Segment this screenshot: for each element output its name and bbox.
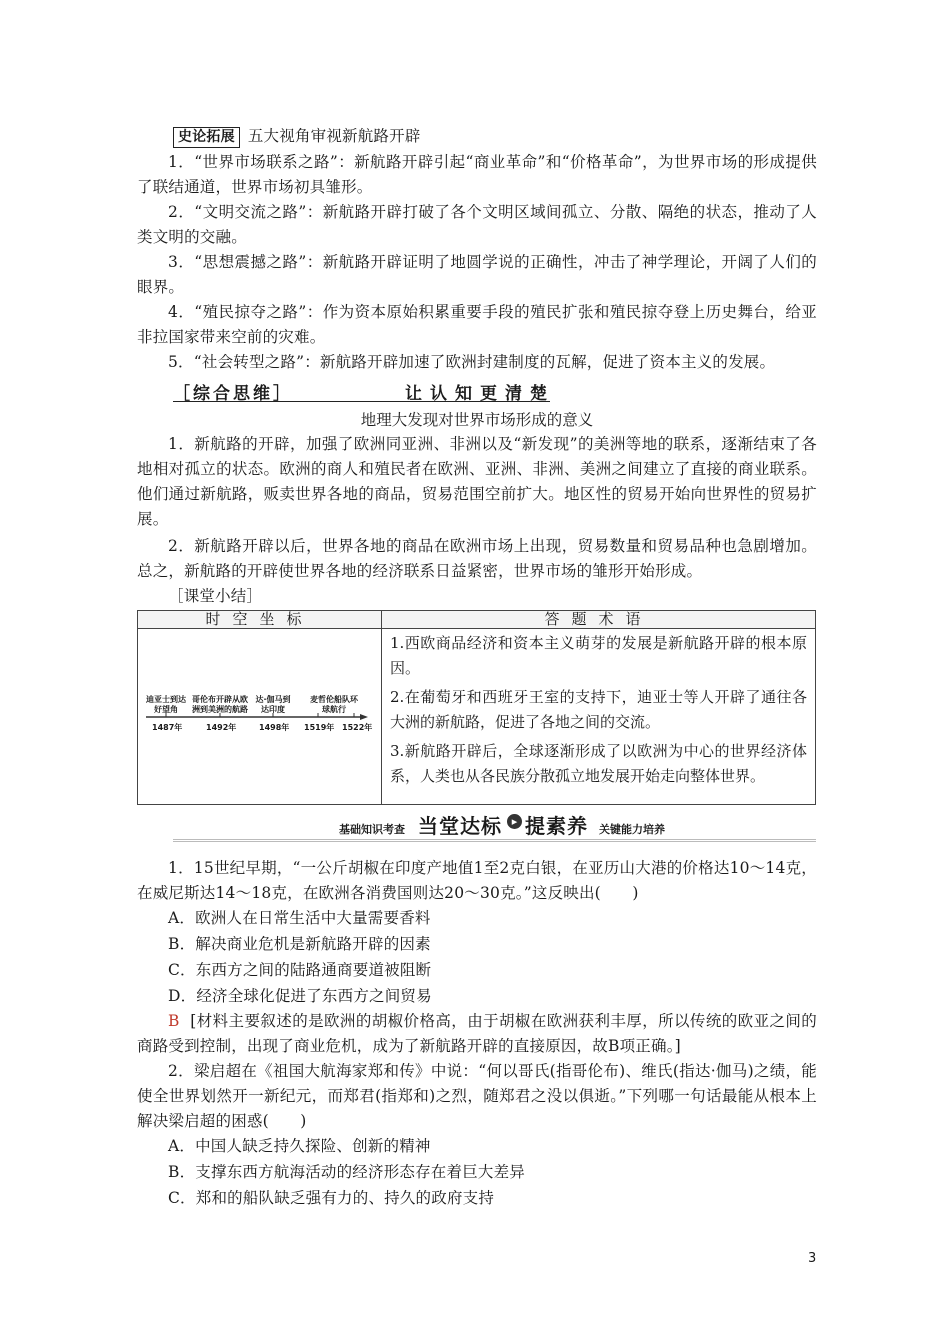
section2-underline	[173, 401, 550, 402]
timeline-cell	[138, 629, 382, 805]
section2-subtitle: 地理大发现对世界市场形成的意义	[360, 411, 594, 429]
term-2: 2.在葡萄牙和西班牙王室的支持下，迪亚士等人开辟了通往各大洲的新航路，促进了各地之间的交流。	[390, 688, 807, 731]
practice-banner	[173, 812, 816, 840]
q1-answer-text: [材料主要叙述的是欧洲的胡椒价格高，由于胡椒在欧洲获利丰厚，所以传统的欧亚之间的商路受到控制，出现了商业危机，成为了新航路开辟的直接原因，故B项正确。]	[137, 1012, 817, 1055]
section2-tagline: 让认知更清楚	[405, 384, 555, 404]
section1-item-3: 3．“思想震撼之路”：新航路开辟证明了地圆学说的正确性，冲击了神学理论，开阔了人们的眼界。	[137, 253, 817, 296]
summary-col1-header: 时空坐标	[138, 611, 382, 629]
section1-item-4: 4．“殖民掠夺之路”：作为资本原始积累重要手段的殖民扩张和殖民掠夺登上历史舞台，给亚非拉国家带来空前的灾难。	[137, 303, 817, 346]
summary-col2-header: 答题术语	[382, 611, 816, 629]
chevron-right-icon: ▸	[507, 814, 522, 829]
banner-main2-text: 提素养	[525, 814, 588, 838]
summary-heading: ［课堂小结］	[168, 587, 263, 605]
term-1: 1.西欧商品经济和资本主义萌芽的发展是新航路开辟的根本原因。	[390, 634, 807, 677]
timeline-year-5: 1522年	[342, 723, 373, 732]
q2-option-a: A．中国人缺乏持久探险、创新的精神	[168, 1137, 431, 1155]
summary-table	[137, 610, 816, 805]
timeline-event-3: 达·伽马到达印度	[255, 695, 291, 714]
timeline-year-2: 1492年	[206, 723, 237, 732]
q1-option-c: C．东西方之间的陆路通商要道被阻断	[168, 961, 432, 979]
q2-option-c: C．郑和的船队缺乏强有力的、持久的政府支持	[168, 1189, 495, 1207]
banner-divider	[173, 839, 816, 842]
timeline-year-4: 1519年	[304, 723, 335, 732]
timeline-year-1: 1487年	[152, 723, 183, 732]
section1-label: 史论拓展	[173, 127, 240, 148]
q2-option-b: B．支撑东西方航海活动的经济形态存在着巨大差异	[168, 1163, 525, 1181]
section1-item-2: 2．“文明交流之路”：新航路开辟打破了各个文明区域间孤立、分散、隔绝的状态，推动了人类文明的交融。	[137, 203, 817, 246]
q2-stem: 2．梁启超在《祖国大航海家郑和传》中说：“何以哥氏(指哥伦布)、维氏(指达·伽马)之绩，能使全世界划然开一新纪元，而郑君(指郑和)之烈，随郑君之没以俱逝。”下列哪一句话最能从根本上解决梁启超的困惑( )	[137, 1062, 817, 1130]
banner-main-text: 当堂达标	[418, 814, 502, 838]
timeline-figure	[138, 629, 381, 804]
timeline-event-4: 麦哲伦船队环球航行	[310, 695, 358, 714]
timeline-year-3: 1498年	[259, 723, 290, 732]
timeline-event-1: 迪亚士到达好望角	[146, 695, 186, 714]
section1-item-5: 5．“社会转型之路”：新航路开辟加速了欧洲封建制度的瓦解，促进了资本主义的发展。	[168, 353, 776, 371]
page-number: 3	[808, 1251, 817, 1266]
term-3: 3.新航路开辟后，全球逐渐形成了以欧洲为中心的世界经济体系，人类也从各民族分散孤立地发展开始走向整体世界。	[390, 742, 807, 785]
timeline-axis	[138, 629, 381, 804]
section2-item-2: 2．新航路开辟以后，世界各地的商品在欧洲市场上出现，贸易数量和贸易品种也急剧增加。总之，新航路的开辟使世界各地的经济联系日益紧密，世界市场的雏形开始形成。	[137, 537, 817, 580]
section2-item-1: 1．新航路的开辟，加强了欧洲同亚洲、非洲以及“新发现”的美洲等地的联系，逐渐结束了各地相对孤立的状态。欧洲的商人和殖民者在欧洲、亚洲、非洲、美洲之间建立了直接的商业联系。他们通过新航路，贩卖世界各地的商品，贸易范围空前扩大。地区性的贸易开始向世界性的贸易扩展。	[137, 435, 817, 528]
timeline-event-2: 哥伦布开辟从欧洲到美洲的航路	[192, 695, 248, 714]
banner-left-text: 基础知识考查	[339, 823, 405, 836]
q1-stem: 1．15世纪早期，“一公斤胡椒在印度产地值1至2克白银，在亚历山大港的价格达10～14克，在威尼斯达14～18克，在欧洲各消费国则达20～30克。”这反映出( )	[137, 859, 817, 902]
q1-option-a: A．欧洲人在日常生活中大量需要香料	[168, 909, 431, 927]
section1-title: 五大视角审视新航路开辟	[247, 127, 421, 145]
q1-option-b: B．解决商业危机是新航路开辟的因素	[168, 935, 431, 953]
q1-option-d: D．经济全球化促进了东西方之间贸易	[168, 987, 432, 1005]
section1-heading	[137, 124, 817, 149]
q1-answer	[137, 1009, 817, 1059]
section1-item-1: 1．“世界市场联系之路”：新航路开辟引起“商业革命”和“价格革命”，为世界市场的形成提供了联结通道，世界市场初具雏形。	[137, 153, 817, 196]
terms-cell	[382, 629, 816, 805]
section2-label: ［综合思维］	[173, 384, 293, 404]
q1-answer-letter: B	[168, 1012, 180, 1030]
banner-right-text: 关键能力培养	[599, 823, 665, 836]
